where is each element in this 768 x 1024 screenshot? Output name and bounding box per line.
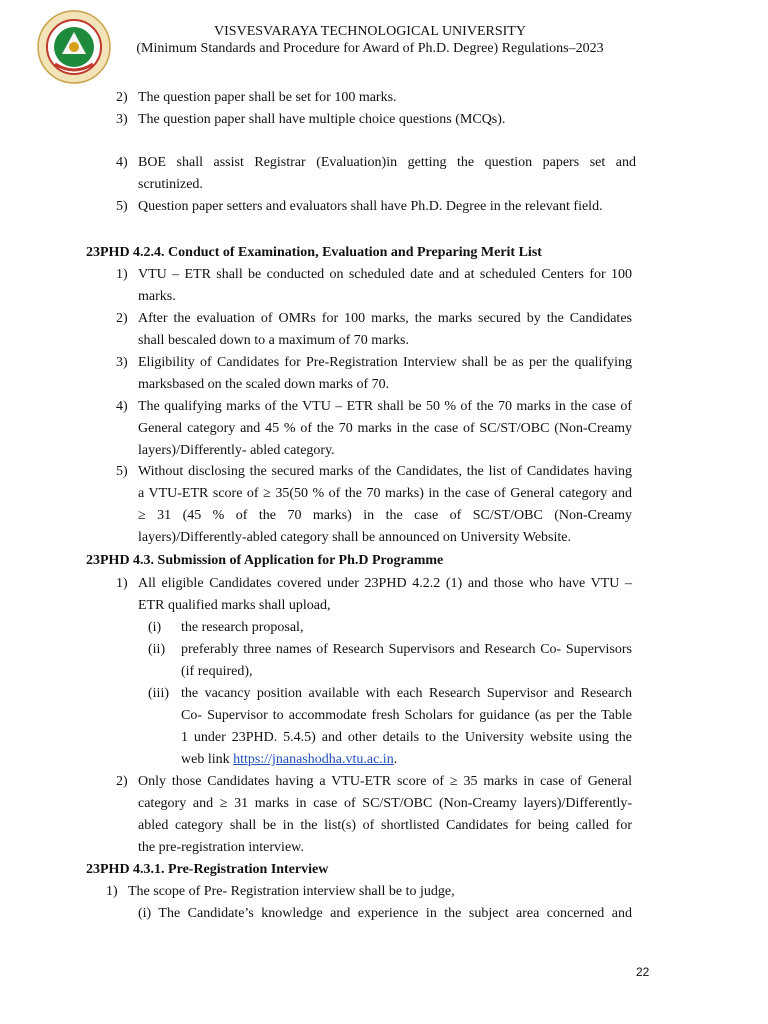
sub-item-number: (ii): [148, 642, 166, 657]
list-item-number: 2): [116, 774, 128, 789]
list-item-text: ≥ 31 (45 % of the 70 marks) in the case of SC/ST/OBC (Non-Creamy: [138, 508, 632, 523]
list-item-text: The qualifying marks of the VTU – ETR shall be 50 % of the 70 marks in the case of: [138, 399, 632, 414]
section-heading-4-3: 23PHD 4.3. Submission of Application for Ph.D Programme: [86, 553, 444, 568]
list-item-number: 3): [116, 355, 128, 370]
list-item-number: 2): [116, 90, 128, 105]
sub-item-number: (i): [148, 620, 162, 635]
list-item-text: Without disclosing the secured marks of the Candidates, the list of Candidates having: [138, 464, 632, 479]
list-item-text: shall bescaled down to a maximum of 70 marks.: [138, 333, 409, 348]
list-item-text: BOE shall assist Registrar (Evaluation)in getting the question papers set and: [138, 155, 636, 170]
sub-item-number: (iii): [148, 686, 169, 701]
list-item-text: After the evaluation of OMRs for 100 marks, the marks secured by the Candidates: [138, 311, 632, 326]
weblink-suffix: .: [393, 752, 398, 767]
list-item-number: 5): [116, 199, 128, 214]
list-item-text: Question paper setters and evaluators shall have Ph.D. Degree in the relevant field.: [138, 199, 603, 214]
list-item-number: 2): [116, 311, 128, 326]
list-item-number: 4): [116, 155, 128, 170]
section-heading-4-3-1: 23PHD 4.3.1. Pre-Registration Interview: [86, 862, 329, 877]
list-item-text: All eligible Candidates covered under 23PHD 4.2.2 (1) and those who have VTU –: [138, 576, 632, 591]
page-number: 22: [636, 965, 650, 979]
header-university-name: VISVESVARAYA TECHNOLOGICAL UNIVERSITY: [214, 24, 526, 39]
sub-item-text: the vacancy position available with each Research Supervisor and Research: [181, 686, 632, 701]
list-item-text: category and ≥ 31 marks in case of SC/ST/OBC (Non-Creamy layers)/Differently-: [138, 796, 632, 811]
list-item-text: a VTU-ETR score of ≥ 35(50 % of the 70 marks) in the case of General category and: [138, 486, 632, 501]
list-item-text: ETR qualified marks shall upload,: [138, 598, 331, 613]
list-item-text: VTU – ETR shall be conducted on scheduled date and at scheduled Centers for 100: [138, 267, 632, 282]
section-heading-4-2-4: 23PHD 4.2.4. Conduct of Examination, Evaluation and Preparing Merit List: [86, 245, 542, 260]
list-item-number: 1): [106, 884, 118, 899]
list-item-text: layers)/Differently- abled category.: [138, 443, 335, 458]
list-item-text: General category and 45 % of the 70 marks in the case of SC/ST/OBC (Non-Creamy: [138, 421, 632, 436]
sub-item-text: 1 under 23PHD. 5.4.5) and other details to the University website using the: [181, 730, 632, 745]
list-item-number: 1): [116, 576, 128, 591]
list-item-text: Only those Candidates having a VTU-ETR score of ≥ 35 marks in case of General: [138, 774, 632, 789]
sub-item-text: (if required),: [181, 664, 253, 679]
list-item-number: 4): [116, 399, 128, 414]
sub-item-text: Co- Supervisor to accommodate fresh Scholars for guidance (as per the Table: [181, 708, 632, 723]
sub-item-text: [181, 749, 397, 771]
list-item-text: the pre-registration interview.: [138, 840, 304, 855]
list-item-text: The scope of Pre- Registration interview shall be to judge,: [128, 884, 455, 899]
list-item-text: abled category shall be in the list(s) of shortlisted Candidates for being called for: [138, 818, 632, 833]
jnanashodha-link[interactable]: https://jnanashodha.vtu.ac.in: [233, 752, 394, 767]
sub-item-text: preferably three names of Research Supervisors and Research Co- Supervisors: [181, 642, 632, 657]
list-item-text: Eligibility of Candidates for Pre-Registration Interview shall be as per the qualifying: [138, 355, 632, 370]
list-item-number: 3): [116, 112, 128, 127]
university-logo: [37, 10, 111, 84]
weblink-prefix: web link: [181, 752, 234, 767]
sub-item-text: the research proposal,: [181, 620, 304, 635]
list-item-text: layers)/Differently-abled category shall be announced on University Website.: [138, 530, 571, 545]
list-item-text: The question paper shall be set for 100 marks.: [138, 90, 397, 105]
list-item-text: The question paper shall have multiple choice questions (MCQs).: [138, 112, 506, 127]
list-item-number: 1): [116, 267, 128, 282]
list-item-text: scrutinized.: [138, 177, 203, 192]
list-item-number: 5): [116, 464, 128, 479]
list-item-text: marks.: [138, 289, 176, 304]
list-item-text: marksbased on the scaled down marks of 70.: [138, 377, 390, 392]
sub-item-text: (i) The Candidate’s knowledge and experience in the subject area concerned and: [138, 906, 632, 921]
header-regulations-title: (Minimum Standards and Procedure for Award of Ph.D. Degree) Regulations–2023: [136, 41, 604, 56]
